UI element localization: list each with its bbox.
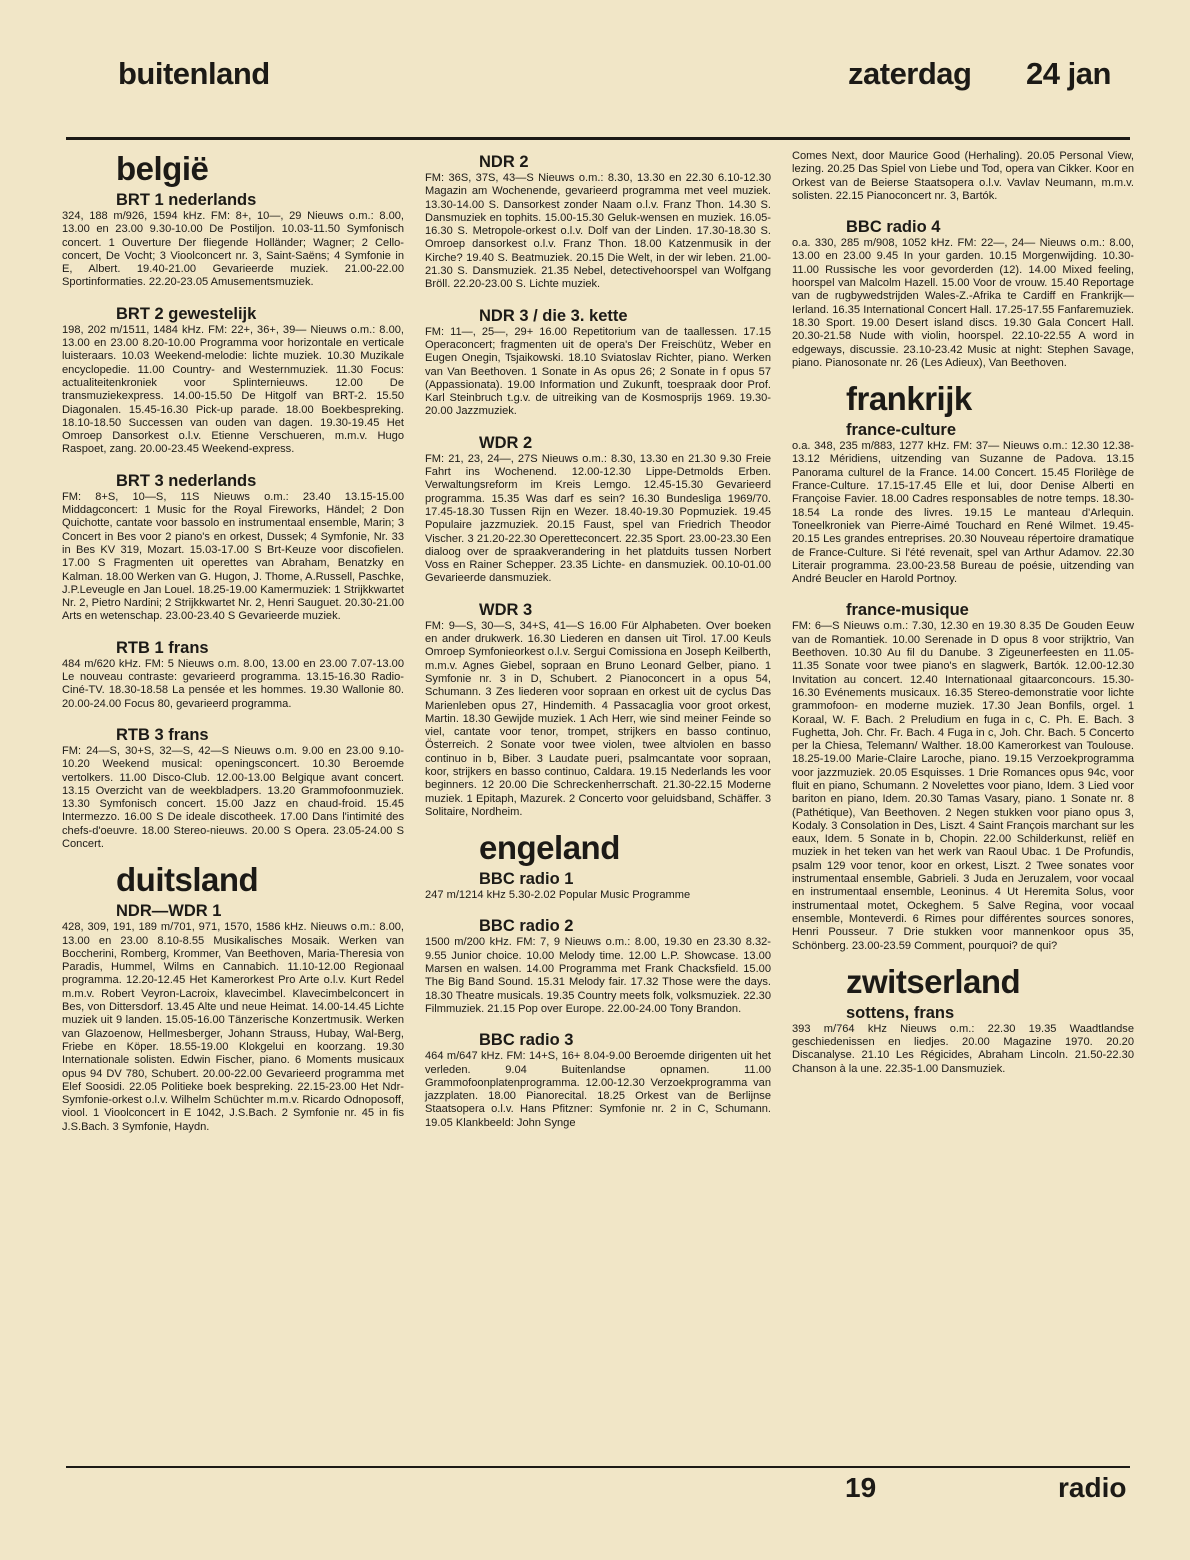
listing-bbc3: 464 m/647 kHz. FM: 14+S, 16+ 8.04-9.00 Beroemde dirigenten uit het verleden. 9.04 Buitenlandse opnamen. 11.00 Grammofoonplatenprogramma. 12.00-12.30 Verzoekprogramma van jazzplaten. 18.00 Pianorecital. 18.25 Orkest van de Berlijnse Staatsopera o.l.v. Hans Pfitzner: Symfonie nr. 2 in C, Schumann. 19.05 Klankbeeld: John Synge [425, 1050, 771, 1129]
date-label: 24 jan [1026, 56, 1111, 91]
station-rtb3: RTB 3 frans [116, 725, 209, 744]
station-bbc2: BBC radio 2 [479, 917, 574, 936]
country-heading-engeland: engeland [479, 829, 620, 867]
listing-france-musique: FM: 6—S Nieuws o.m.: 7.30, 12.30 en 19.30 8.35 De Gouden Eeuw van de Romantiek. 10.00 Serenade in D opus 8 voor strijktrio, Van Beethoven. 10.30 Au fil du Danube. 3 Zigeunerfeesten en 11.05-11.35 Sonate voor twee piano's en slagwerk, Bartók. 12.00-12.30 Invitation au concert. 12.40 Internationaal gitaarconcours. 15.30-16.30 Evénements musicaux. 16.35 Stereo-demonstratie voor lichte grammofoon- en moderne muziek. 17.30 Jean Bonfils, orgel. 1 Koraal, W. F. Bach. 2 Preludium en fuga in c, C. Ph. E. Bach. 3 Fughetta, Joh. Chr. Fr. Bach. 4 Fuga in c, Joh. Chr. Bach. 5 Concerto per la Chiesa, Telemann/ Walther. 18.00 Kamerorkest van Toulouse. 18.25-19.00 Marie-Claire Laroche, piano. 19.15 Verzoekprogramma voor jazzmuziek. 20.05 Esquisses. 1 Drie Romances opus 94c, voor fluit en piano, Schumann. 2 Novelettes voor piano, Idem. 3 Lied voor bariton en piano, Idem. 20.30 Tamas Vasary, piano. 1 Sonate nr. 8 (Pathétique), Van Beethoven. 2 Negen stukken voor piano opus 3, Kodaly. 3 Consolation in Des, Liszt. 4 Saint François marchant sur les eaux, Idem. 5 Sonate in b, Chopin. 22.00 Schilderkunst, reliëf en muziek in het teken van het werk van Raoul Ubac. 1 De Profundis, psalm 129 voor tenor, koor en orkest, Liszt. 2 Twee sonates voor instrumentaal ensemble, Gabrieli. 3 Juda en Jeruzalem, voor vocaal en instrumentaal ensemble, Leoninus. 4 Ut Heremita Solus, voor instrumentaal motet, Ockeghem. 5 Salve Regina, voor vocaal ensemble, Monteverdi. 6 Rimes pour différentes sources sonores, Henri Pousseur. 7 Drie stukken voor mannenkoor opus 35, Schönberg. 23.00-23.59 Comment, pourquoi? de qui? [792, 620, 1135, 952]
footer-section: radio [1058, 1472, 1127, 1503]
station-wdr3: WDR 3 [479, 600, 533, 619]
listing-brt2: 198, 202 m/1511, 1484 kHz. FM: 22+, 36+, 39— Nieuws o.m.: 8.00, 13.00 en 23.00 8.20-10.00 Programma voor horizontale en verticale luisteraars. 10.03 Weekend-melodie: lichte muziek. 10.30 Muzikale encyclopedie. 11.00 Country- and Westernmuziek. 11.30 Focus: actualiteitenkroniek voor Splinternieuws. 12.00 De transmuziekexpress. 14.00-15.50 De Hitgolf van BRT-2. 15.50 Diagonalen. 15.45-16.30 Pick-up parade. 18.00 Boekbespreking. 18.10-18.50 Successen van ouden van dagen. 19.30-19.45 Het Omroep Dansorkest o.l.v. Etienne Verschueren, m.m.v. Hugo Raspoet, zang. 20.00-23.45 Weekend-express. [62, 323, 404, 456]
station-bbc4: BBC radio 4 [846, 218, 941, 237]
country-heading-duitsland: duitsland [116, 861, 259, 899]
listing-brt3: FM: 8+S, 10—S, 11S Nieuws o.m.: 23.40 13.15-15.00 Middagconcert: 1 Music for the Royal Fireworks, Händel; 2 Don Quichotte, cantate voor bassolo en instrumentaal ensemble, Marin; 3 Concert in Bes voor 2 piano's en orkest, Dussek; 4 Symfonie, Nr. 33 in Bes KV 319, Mozart. 15.03-17.00 S Brt-Keuze voor discofielen. 17.00 S Fragmenten uit operettes van Abraham, Benatzky en Kalman. 18.00 Werken van G. Hugon, J. Thome, A.Russell, Paschke, J.P.Leveugle en Jan Louel. 18.25-19.00 Kamermuziek: 1 Strijkkwartet Nr. 2, Pietro Nardini; 2 Strijkkwartet Nr. 2, Henri Sauguet. 20.30-21.00 Arts en wetenschap. 23.00-23.40 S Gevarieerde muziek. [62, 490, 404, 623]
station-bbc3: BBC radio 3 [479, 1031, 574, 1050]
country-heading-belgie: belgië [116, 150, 209, 187]
station-ndr3: NDR 3 / die 3. kette [479, 306, 628, 325]
listing-brt1: 324, 188 m/926, 1594 kHz. FM: 8+, 10—, 29 Nieuws o.m.: 8.00, 13.00 en 23.00 9.30-10.00 De Postiljon. 10.03-11.50 Symfonisch concert. 1 Ouverture Der fliegende Holländer; Wagner; 2 Cello-concert, De Vocht; 3 Vioolconcert nr. 3, Saint-Saëns; 4 Symfonie in E, Albert. 19.40-21.00 Gevarieerde muziek. 21.00-22.00 Sportinformaties. 22.20-23.05 Amusementsmuziek. [62, 210, 404, 289]
section-title: buitenland [118, 56, 270, 91]
bottom-rule [66, 1466, 1130, 1468]
listing-ndr3: FM: 11—, 25—, 29+ 16.00 Repetitorium van de taallessen. 17.15 Operaconcert; fragmenten uit de opera's Der Freischütz, Weber en Eugen Onegin, Tsjaikowski. 18.10 Sviatoslav Richter, piano. Werken van Van Beethoven. 1 Sonate in As opus 26; 2 Sonate in f opus 57 (Appassionata). 19.00 Information und Zukunft, toespraak door Prof. Karl Steinbruch t.g.v. de uitreiking van de Kosmosprijs 1969. 19.30-20.00 Jazzmuziek. [425, 325, 771, 418]
station-ndrwdr1: NDR—WDR 1 [116, 902, 222, 921]
listing-rtb3: FM: 24—S, 30+S, 32—S, 42—S Nieuws o.m. 9.00 en 23.00 9.10-10.20 Weekend musical: openingsconcert. 10.30 Beroemde vertolkers. 11.00 Disco-Club. 12.00-13.00 Belgique avant concert. 13.15 Overzicht van de weekbladpers. 13.20 Grammofoonmuziek. 13.30 Symfonisch concert. 15.00 Jazz en chaud-froid. 15.45 Intermezzo. 16.00 S De ideale discotheek. 17.00 Dans l'intimité des chefs-d'oeuvre. 18.00 Stereo-nieuws. 20.00 S Opera. 23.05-24.00 S Concert. [62, 744, 404, 850]
column-3 [792, 150, 1134, 1090]
listing-bbc4: o.a. 330, 285 m/908, 1052 kHz. FM: 22—, 24— Nieuws o.m.: 8.00, 13.00 en 23.00 9.45 In your garden. 10.15 Morgenwijding. 10.30-11.00 Russische les voor gevorderden (12). 14.00 Mixed feeling, hoorspel van Malcolm Hazell. 15.00 Voor de vrouw. 15.40 Reportage van de rugbywedstrijden Wales-Z.-Afrika te Cardiff en Frankrijk—Ierland. 16.35 International Concert Hall. 17.25-17.55 Fanfaremuziek. 18.30 Sport. 19.00 Desert island discs. 19.30 Gala Concert Hall. 20.30-21.58 Nude with violin, hoorspel. 22.10-22.55 A word in edgeways, discussie. 23.10-23.42 Music at night: Stephen Savage, piano. Pianosonate nr. 26 (Les Adieux), Van Beethoven. [792, 237, 1134, 369]
station-wdr2: WDR 2 [479, 433, 533, 452]
country-heading-frankrijk: frankrijk [846, 380, 972, 418]
station-france-musique: france-musique [846, 601, 969, 620]
country-heading-zwitserland: zwitserland [846, 962, 1021, 1000]
listing-wdr2: FM: 21, 23, 24—, 27S Nieuws o.m.: 8.30, 13.30 en 21.30 9.30 Freie Fahrt ins Wochenend. 12.00-12.30 Lippe-Detmolds Erben. Verwaltungsreform im Kreis Lemgo. 12.45-15.30 Gevarieerd programma. 15.35 Was darf es sein? 16.30 Bundesliga 1969/70. 17.45-18.30 Tussen Rijn en Wezer. 18.40-19.30 Popmuziek. 19.45 Populaire jazzmuziek. 20.15 Faust, spel van Friedrich Theodor Vischer. 3 21.20-22.30 Operetteconcert. 22.35 Sport. 23.00-23.30 Een dialoog over de spraakverandering in het platduits tussen Norbert Voss en Rainer Schepper. 23.35 Lichte- en dansmuziek. 00.10-01.00 Gevarieerde dansmuziek. [425, 452, 771, 585]
station-france-culture: france-culture [846, 421, 957, 440]
station-sottens: sottens, frans [846, 1003, 955, 1022]
top-rule [66, 137, 1130, 140]
station-ndr2: NDR 2 [479, 153, 529, 171]
listing-bbc3-continued: Comes Next, door Maurice Good (Herhaling). 20.05 Personal View, lezing. 20.25 Das Spiel von Liebe und Tod, opera van Cikker. Koor en Orkest van de Beierse Staatsopera o.l.v. Vavlav Neumann, m.m.v. solisten. 22.15 Pianoconcert nr. 3, Bartók. [792, 150, 1134, 202]
listing-bbc1: 247 m/1214 kHz 5.30-2.02 Popular Music Programme [425, 889, 691, 902]
station-bbc1: BBC radio 1 [479, 870, 574, 889]
listing-rtb1: 484 m/620 kHz. FM: 5 Nieuws o.m. 8.00, 13.00 en 23.00 7.07-13.00 Le nouveau contraste: gevarieerd programma. 13.15-16.30 Radio-Ciné-TV. 18.30-18.58 La pensée et les hommes. 19.30 Wallonie 80. 20.00-24.00 Focus 80, gevarieerd programma. [62, 657, 404, 710]
column-1 [62, 150, 404, 1148]
listing-ndr2: FM: 36S, 37S, 43—S Nieuws o.m.: 8.30, 13.30 en 22.30 6.10-12.30 Magazin am Wochenende, gevarieerd programma met veel muziek. 13.30-14.00 S. Dansorkest zonder Naam o.l.v. Franz Thon. 14.30 S. Dansmuziek en tophits. 15.00-15.30 Geluk-wensen en muziek. 16.05-16.30 S. Metropole-orkest o.l.v. Dolf van der Linden. 17.30-18.30 S. Omroep dansorkest o.l.v. Franz Thon. 18.00 Katzenmusik in der Kirche? 19.40 S. Beatmuziek. 20.15 Die Welt, in der wir leben. 21.00-21.30 S. Dansmuziek. 21.35 Nebel, detectivehoorspel van Wolfgang Bröll. 22.20-23.00 S. Lichte muziek. [425, 172, 771, 291]
station-brt1: BRT 1 nederlands [116, 191, 257, 209]
listing-france-culture: o.a. 348, 235 m/883, 1277 kHz. FM: 37— Nieuws o.m.: 12.30 12.38-13.12 Méridiens, uitzending van Suzanne de Padova. 13.15 Panorama culturel de la France. 14.00 Concert. 15.45 Florilège de France-Culture. 17.15-17.45 Elle et lui, door Denise Alberti en Françoise Favier. 18.00 Cadres responsables de notre temps. 18.30-18.54 La ronde des livres. 19.15 Le manteau d'Arlequin. Toneelkroniek van Pierre-Aimé Touchard en René Wilmet. 19.45-20.15 Les grandes entreprises. 20.30 Nouveau répertoire dramatique de France-Culture. Si l'été revenait, spel van Arthur Adamov. 22.30 Literair programma. 23.00-23.58 Bureau de poésie, uitzending van André Beucler en Harold Portnoy. [792, 440, 1134, 586]
station-brt3: BRT 3 nederlands [116, 471, 257, 490]
listing-wdr3: FM: 9—S, 30—S, 34+S, 41—S 16.00 Für Alphabeten. Over boeken en ander drukwerk. 16.30 Liederen en dansen uit Tirol. 17.00 Keuls Omroep Symfonieorkest o.l.v. Sergui Comissiona en Joseph Keilberth, m.m.v. Agnes Giebel, sopraan en Bruno Leonard Gelber, piano. 1 Symfonie nr. 3 in D, Schubert. 2 Pianoconcert in a opus 54, Schumann. 3 Zes liederen voor sopraan en orkest uit de cyclus Das Marienleben opus 27, Hindemith. 4 Passacaglia voor groot orkest, Martin. 18.30 Gewijde muziek. 1 Ach Herr, wie sind meiner Feinde so viel, cantate voor tenor, trompet, strijkers en basso continuo, Österreich. 2 Sonate voor twee violen, twee altviolen en basso continuo in b, Biber. 3 Laudate pueri, psalmcantate voor sopraan, koor, strijkers en basso continuo, Caldara. 19.15 Nederlands les voor beginners. 12 20.00 Die Schreckenherrschaft. 21.30-22.15 Moderne muziek. 1 Epitaph, Mazurek. 2 Concerto voor geluidsband, Schäffer. 3 Solitaire, Nordheim. [425, 619, 771, 818]
listing-ndrwdr1: 428, 309, 191, 189 m/701, 971, 1570, 1586 kHz. Nieuws o.m.: 8.00, 13.00 en 23.00 8.10-8.55 Musikalisches Mosaik. Werken van Boccherini, Romberg, Krommer, Van Beethoven, Maria-Theresia von Paradis, Hummel, Wilms en Cannabich. 11.10-12.00 Regionaal programma. 12.20-12.45 Het Kamerorkest Pro Arte o.l.v. Kurt Redel m.m.v. Robert Veyron-Lacroix, klavecimbel. Klavecimbelconcert in Bes, von Dittersdorf. 13.45 Alte und neue Heimat. 14.00-14.45 Lichte muziek uit 9 landen. 15.05-16.00 Tänzerische Konzertmusik. Werken van Glazoenow, Hellmesberger, Johann Strauss, Hubay, Wal-Berg, Friebe en Köper. 18.55-19.00 Klokgelui en koorzang. 19.30 Internationale solisten. Edwin Fischer, piano. 6 Moments musicaux opus 94 DV 780, Schubert. 20.00-22.00 Gevarieerd programma met Elef Soosidi. 22.05 Politieke boek bespreking. 22.15-23.00 Het Ndr-Symfonie-orkest o.l.v. Wilhelm Schüchter m.m.v. Ricardo Odnoposoff, viool. 1 Vioolconcert in E 1042, J.S.Bach. 2 Symfonie nr. 45 in fis J.S.Bach. 3 Symfonie, Haydn. [62, 921, 404, 1133]
day-label: zaterdag [848, 56, 972, 91]
station-rtb1: RTB 1 frans [116, 638, 209, 657]
page-number: 19 [845, 1472, 877, 1503]
column-2 [425, 150, 771, 1144]
listing-bbc2: 1500 m/200 kHz. FM: 7, 9 Nieuws o.m.: 8.00, 19.30 en 23.30 8.32-9.55 Junior choice. 10.00 Melody time. 12.00 L.P. Showcase. 13.00 Marsen en walsen. 14.00 Programma met Frank Chacksfield. 15.00 The Big Band Sound. 15.31 Melody fair. 17.32 Those were the days. 18.30 Theatre musicals. 19.35 Country meets folk, volksmuziek. 22.30 Filmmuziek. 21.15 Pop over Europe. 22.00-24.00 Tony Brandon. [425, 936, 771, 1015]
listing-sottens: 393 m/764 kHz Nieuws o.m.: 22.30 19.35 Waadtlandse geschiedenissen en liedjes. 20.00 Magazine 1970. 20.20 Discanalyse. 21.10 Les Régicides, Abraham Lincoln. 21.50-22.30 Chanson à la une. 22.35-1.00 Dansmuziek. [792, 1022, 1134, 1075]
station-brt2: BRT 2 gewestelijk [116, 304, 257, 323]
